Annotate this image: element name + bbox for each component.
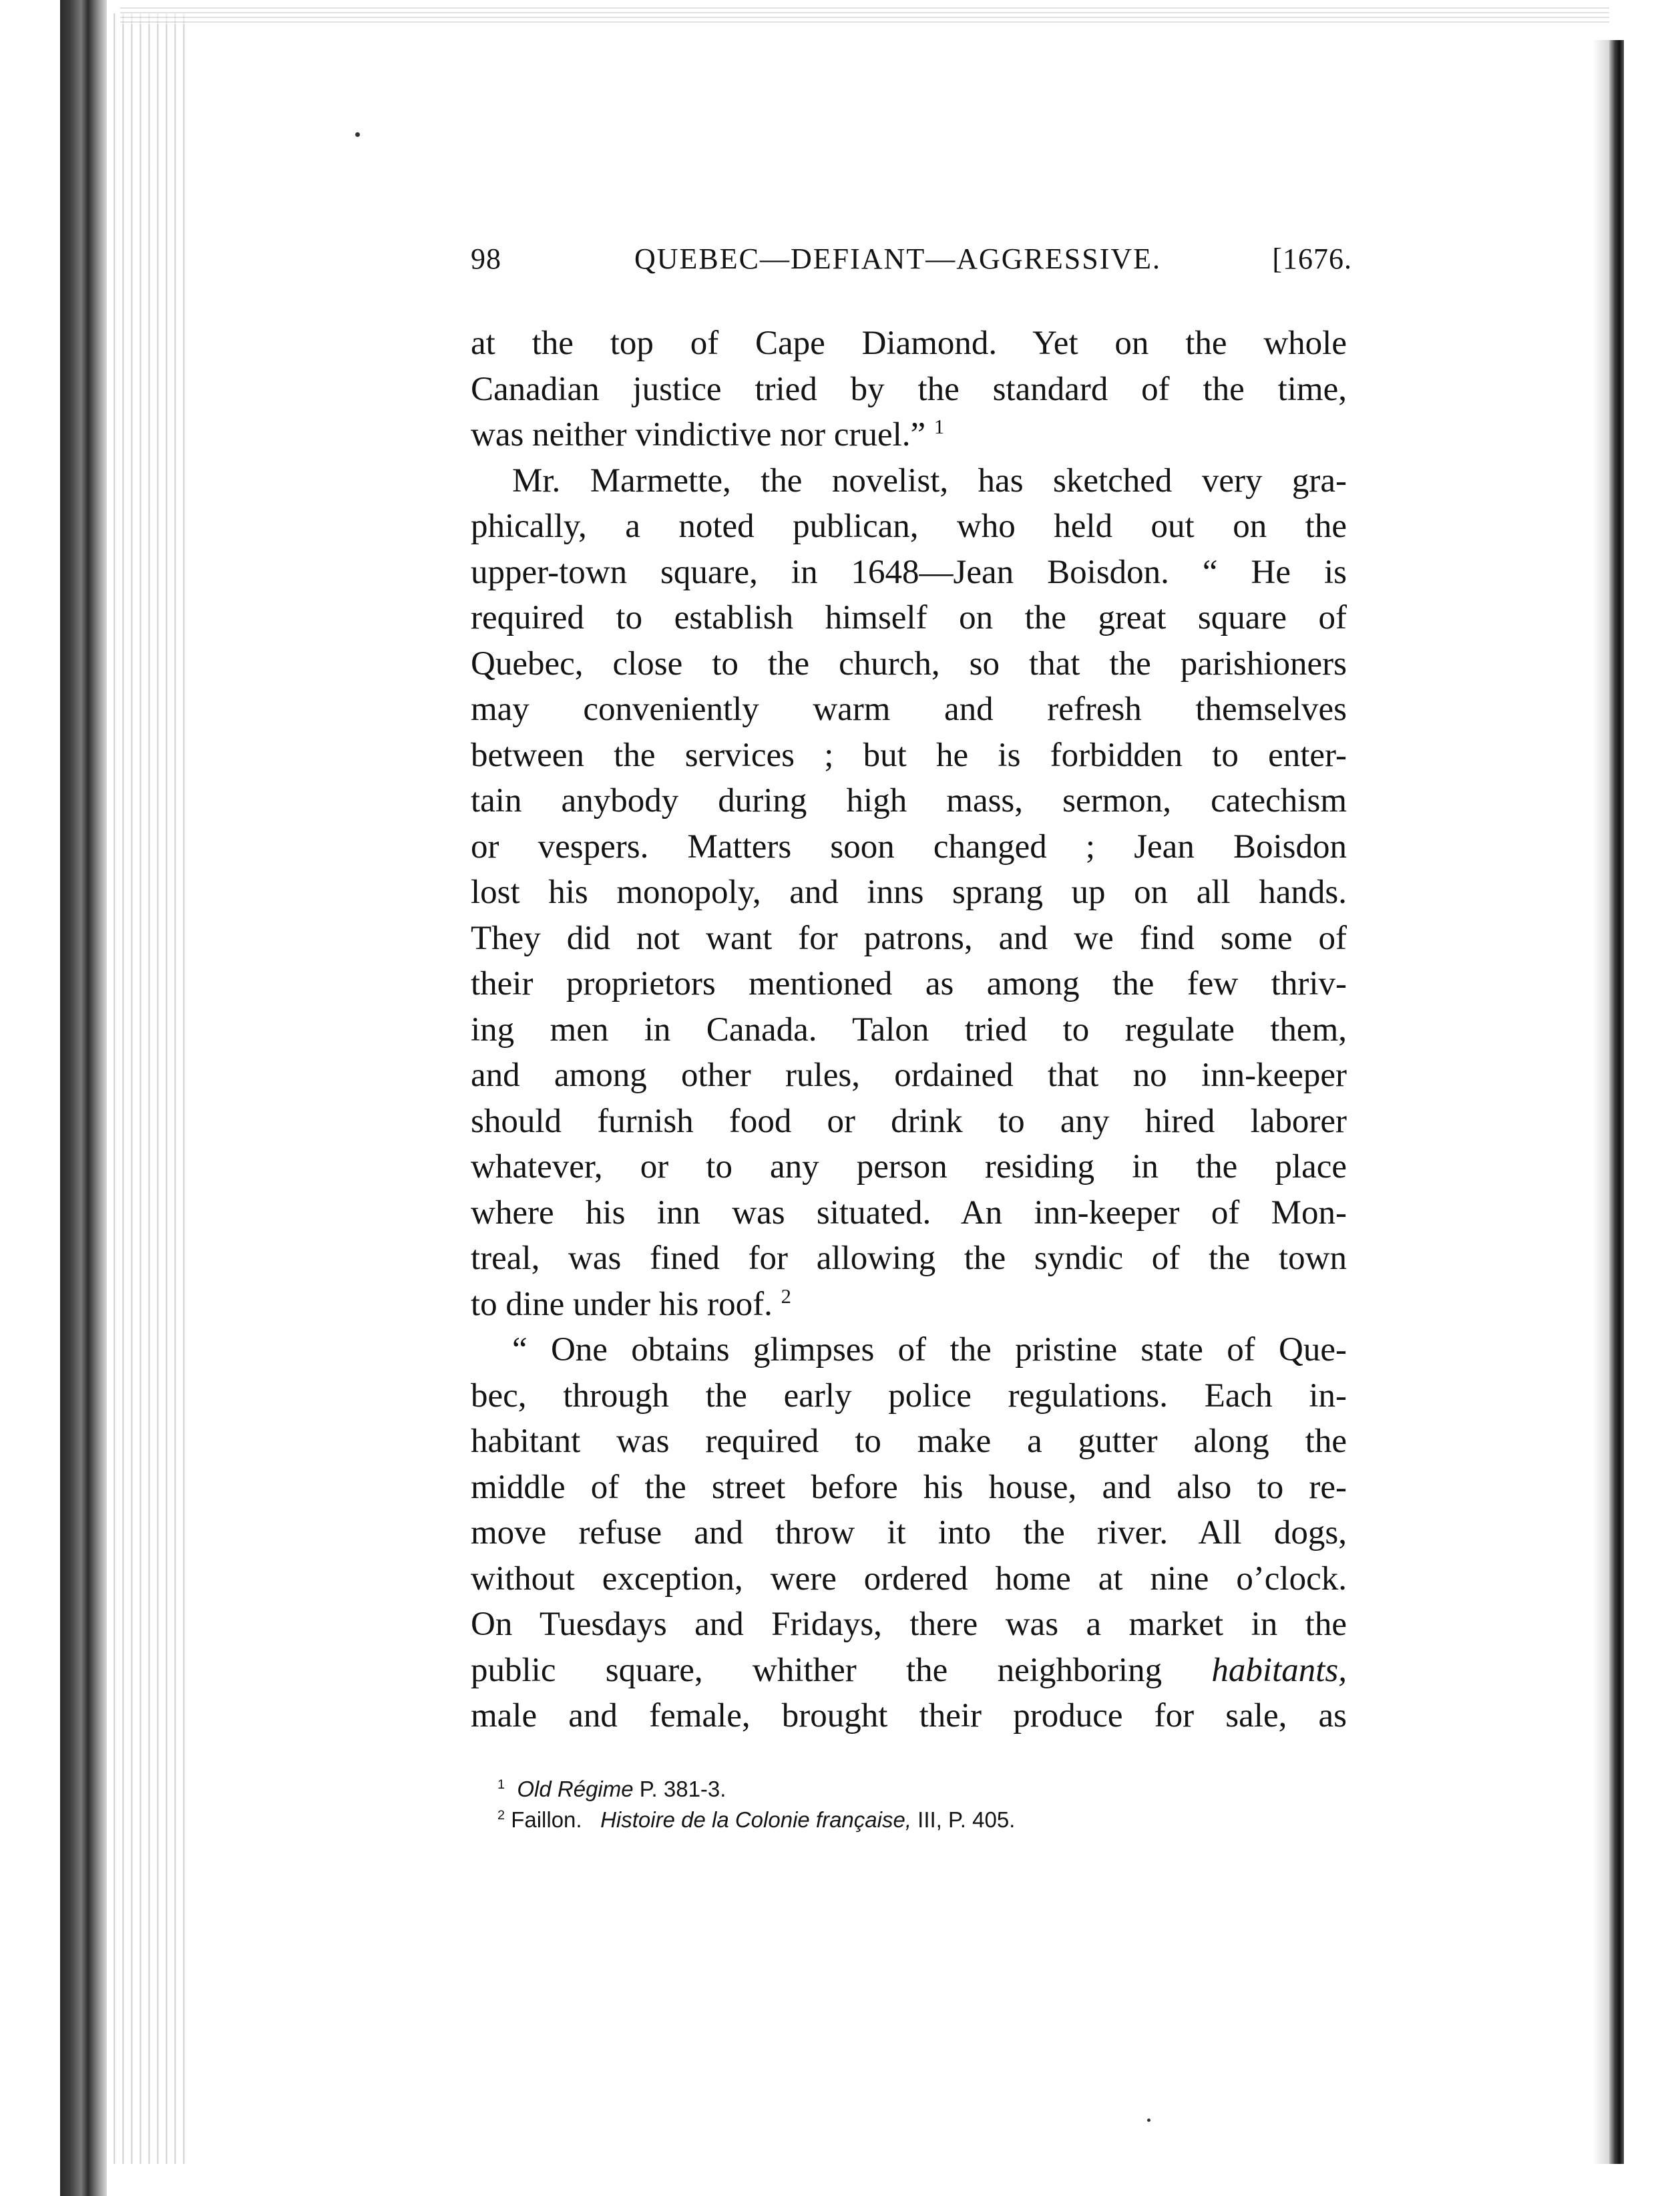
text-line: Canadian justice tried by the standard of the time,	[471, 370, 1347, 408]
text-line: upper-town square, in 1648—Jean Boisdon. “ He is	[471, 553, 1347, 591]
text-line: ing men in Canada. Talon tried to regulate them,	[471, 1011, 1347, 1049]
paragraph-start-line: Mr. Marmette, the novelist, has sketched very gra-	[512, 462, 1347, 500]
footnote-marker: 2	[781, 1284, 791, 1308]
running-header	[471, 242, 1352, 282]
text-line: required to establish himself on the great square of	[471, 599, 1347, 636]
footnote-2: $^2$ Faillon. Histoire de la Colonie française, III, P. 405.	[497, 1807, 1016, 1832]
book-binding-edge	[60, 0, 107, 2196]
body-text	[471, 321, 1347, 1739]
text-line: between the services ; but he is forbidden to enter-	[471, 736, 1347, 774]
text-line: at the top of Cape Diamond. Yet on the whole	[471, 325, 1347, 362]
speck	[1147, 2119, 1150, 2122]
paragraph-start-line: “ One obtains glimpses of the pristine state of Que-	[512, 1331, 1347, 1368]
footnote-marker: 1	[933, 415, 945, 438]
footnote-1: $^1$ Old Régime P. 381-3.	[497, 1777, 726, 1801]
text-line: where his inn was situated. An inn-keeper of Mon-	[471, 1194, 1347, 1232]
header-year: [1676.	[1272, 242, 1352, 275]
text-line: may conveniently warm and refresh themselves	[471, 691, 1347, 728]
right-page-edge	[1609, 40, 1624, 2164]
text-line: They did not want for patrons, and we find some of	[471, 919, 1347, 957]
text-line: middle of the street before his house, and also to re-	[471, 1468, 1347, 1506]
text-line: should furnish food or drink to any hired laborer	[471, 1102, 1347, 1140]
top-page-edge	[120, 4, 1609, 24]
text-line: whatever, or to any person residing in the place	[471, 1148, 1347, 1185]
text-line: male and female, brought their produce for sale, as	[471, 1697, 1347, 1734]
text-line: phically, a noted publican, who held out on the	[471, 508, 1347, 545]
text-line: tain anybody during high mass, sermon, catechism	[471, 782, 1347, 819]
speck	[355, 132, 360, 137]
text-line: or vespers. Matters soon changed ; Jean Boisdon	[471, 828, 1347, 866]
text-line: without exception, were ordered home at nine o’clock.	[471, 1560, 1347, 1598]
text-line: bec, through the early police regulations. Each in-	[471, 1377, 1347, 1415]
text-line: Quebec, close to the church, so that the parishioners	[471, 645, 1347, 683]
text-line: move refuse and throw it into the river. All dogs,	[471, 1514, 1347, 1551]
text-line: public square, whither the neighboring habitants,	[471, 1651, 1347, 1689]
right-shadow	[1593, 40, 1609, 2164]
text-line: their proprietors mentioned as among the few thriv-	[471, 965, 1347, 1002]
text-line: lost his monopoly, and inns sprang up on all hands.	[471, 874, 1347, 911]
page-number: 98	[471, 242, 501, 275]
running-title: QUEBEC—DEFIANT—AGGRESSIVE.	[634, 242, 1161, 275]
footnotes	[497, 1774, 1299, 1835]
text-line: was neither vindictive nor cruel.” $^1$	[471, 415, 945, 453]
italic-word: habitants,	[1211, 1651, 1347, 1689]
text-line: to dine under his roof. $^2$	[471, 1284, 791, 1323]
text-line: On Tuesdays and Fridays, there was a market in the	[471, 1606, 1347, 1643]
text-line: habitant was required to make a gutter along the	[471, 1423, 1347, 1460]
text-line: and among other rules, ordained that no inn-keeper	[471, 1057, 1347, 1094]
text-line: treal, was fined for allowing the syndic of the town	[471, 1240, 1347, 1277]
page-stack-edge	[107, 13, 187, 2164]
